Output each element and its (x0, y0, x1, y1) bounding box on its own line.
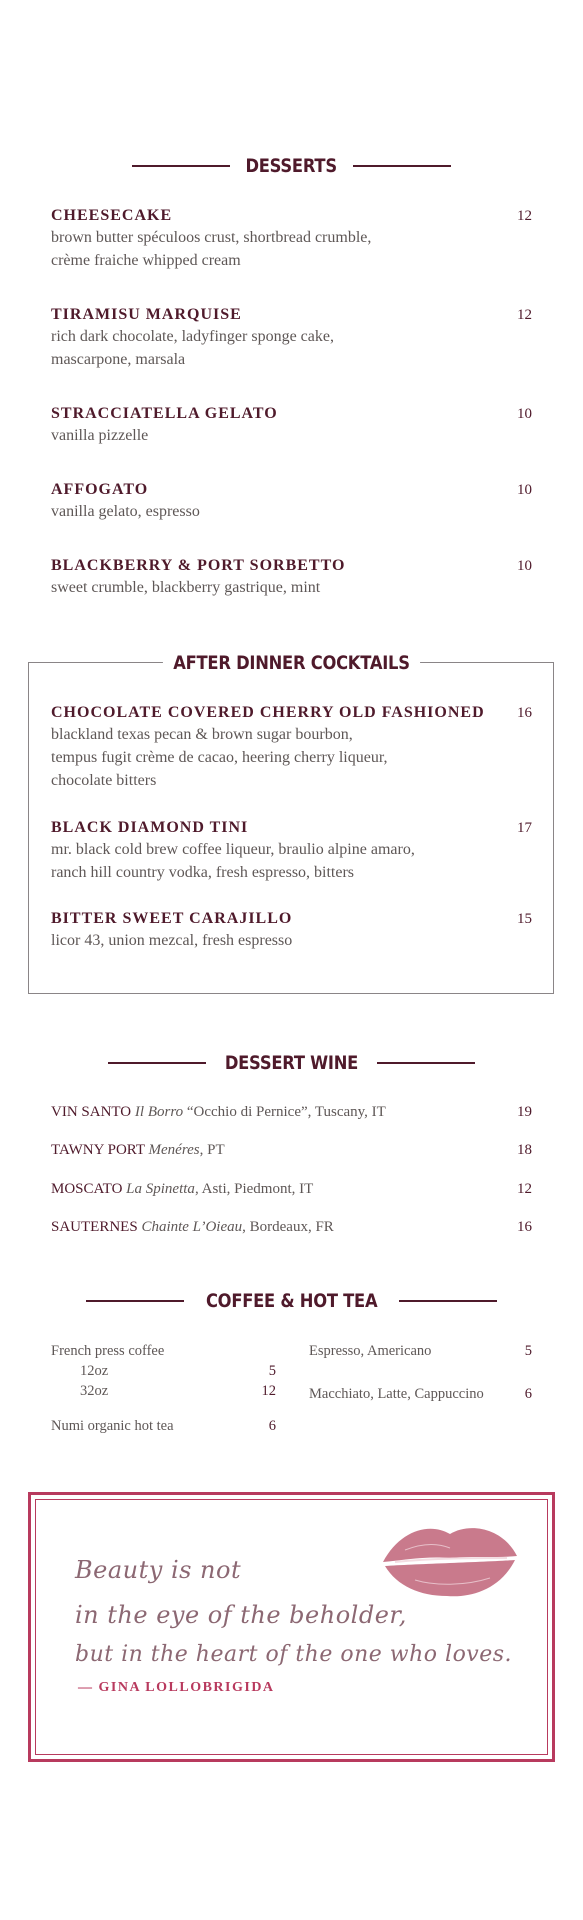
wine-name: SAUTERNES (51, 1219, 138, 1235)
item-desc: crème fraiche whipped cream (51, 252, 241, 269)
coffee-price: 12 (261, 1383, 276, 1399)
coffee-heading (0, 1287, 583, 1315)
wine-title: DESSERT WINE (224, 1052, 359, 1074)
item-name: CHOCOLATE COVERED CHERRY OLD FASHIONED (51, 704, 485, 721)
heading-rule-left (86, 1300, 184, 1301)
item-desc: chocolate bitters (51, 772, 157, 789)
quote-line-2: in the eye of the beholder, (75, 1601, 407, 1629)
item-price: 16 (517, 705, 532, 721)
heading-rule-left (108, 1062, 206, 1063)
item-desc: blackland texas pecan & brown sugar bourbon, (51, 726, 353, 743)
item-price: 12 (517, 208, 532, 224)
item-desc: mascarpone, marsala (51, 351, 186, 368)
item-price: 12 (517, 307, 532, 323)
heading-rule-left (132, 165, 230, 166)
heading-rule-right (377, 1062, 475, 1063)
wine-producer: Chainte L’Oieau (141, 1219, 243, 1235)
coffee-label: French press coffee (51, 1343, 165, 1359)
quote-attribution: — GINA LOLLOBRIGIDA (78, 1680, 275, 1695)
wine-item-sauternes (51, 1217, 532, 1237)
item-desc: ranch hill country vodka, fresh espresso, bitters (51, 864, 355, 881)
wine-name: TAWNY PORT (51, 1142, 145, 1158)
coffee-french-press (51, 1341, 276, 1361)
desserts-title: DESSERTS (245, 155, 338, 177)
menu-item-cheesecake (51, 206, 532, 272)
coffee-label: Numi organic hot tea (51, 1418, 174, 1434)
quote-line-3: but in the heart of the one who loves. (75, 1642, 513, 1667)
wine-producer: Menéres (148, 1142, 200, 1158)
coffee-size-32oz (80, 1381, 276, 1401)
coffee-price: 5 (268, 1363, 276, 1379)
item-name: BLACK DIAMOND TINI (51, 819, 249, 836)
coffee-title: COFFEE & HOT TEA (205, 1290, 378, 1312)
wine-origin: , PT (199, 1142, 225, 1158)
item-desc: mr. black cold brew coffee liqueur, braulio alpine amaro, (51, 841, 415, 858)
item-name: STRACCIATELLA GELATO (51, 405, 278, 422)
coffee-label: 12oz (80, 1363, 109, 1379)
item-name: TIRAMISU MARQUISE (51, 306, 242, 323)
wine-item-tawny-port (51, 1140, 532, 1160)
wine-name: VIN SANTO (51, 1104, 132, 1120)
cocktails-title: AFTER DINNER COCKTAILS (163, 652, 420, 674)
wine-name: MOSCATO (51, 1181, 123, 1197)
wine-price: 12 (517, 1181, 532, 1197)
item-price: 10 (517, 406, 532, 422)
item-price: 10 (517, 482, 532, 498)
coffee-label: Espresso, Americano (309, 1343, 432, 1359)
heading-rule-right (399, 1300, 497, 1301)
coffee-hot-tea (51, 1416, 276, 1436)
coffee-price: 6 (524, 1386, 532, 1402)
wine-origin: , Asti, Piedmont, IT (194, 1181, 314, 1197)
coffee-size-12oz (80, 1361, 276, 1381)
menu-item-sorbetto (51, 556, 532, 599)
menu-item-affogato (51, 480, 532, 523)
item-desc: licor 43, union mezcal, fresh espresso (51, 932, 293, 949)
menu-item-tiramisu (51, 305, 532, 371)
item-price: 10 (517, 558, 532, 574)
coffee-price: 6 (268, 1418, 276, 1434)
item-name: BITTER SWEET CARAJILLO (51, 910, 293, 927)
menu-item-old-fashioned (51, 703, 532, 792)
cocktails-heading (0, 649, 583, 677)
wine-heading (0, 1049, 583, 1077)
desserts-heading (0, 152, 583, 180)
item-name: CHEESECAKE (51, 207, 173, 224)
menu-item-stracciatella (51, 404, 532, 447)
wine-price: 19 (517, 1104, 532, 1120)
coffee-label: Macchiato, Latte, Cappuccino (309, 1386, 484, 1402)
item-desc: rich dark chocolate, ladyfinger sponge cake, (51, 328, 334, 345)
wine-producer: Il Borro (134, 1104, 184, 1120)
wine-price: 16 (517, 1219, 532, 1235)
item-name: AFFOGATO (51, 481, 149, 498)
wine-origin: “Occhio di Pernice”, Tuscany, IT (183, 1104, 386, 1120)
quote-line-1: Beauty is not (75, 1556, 242, 1584)
item-price: 15 (517, 911, 532, 927)
item-desc: vanilla pizzelle (51, 427, 149, 444)
menu-item-carajillo (51, 909, 532, 952)
lipstick-kiss-icon (375, 1520, 525, 1600)
heading-rule-right (353, 165, 451, 166)
item-desc: vanilla gelato, espresso (51, 503, 200, 520)
item-desc: sweet crumble, blackberry gastrique, mint (51, 579, 321, 596)
coffee-price: 5 (524, 1343, 532, 1359)
coffee-espresso (309, 1341, 532, 1361)
item-price: 17 (517, 820, 532, 836)
coffee-macchiato (309, 1384, 532, 1404)
item-name: BLACKBERRY & PORT SORBETTO (51, 557, 346, 574)
wine-item-vin-santo (51, 1102, 532, 1122)
item-desc: tempus fugit crème de cacao, heering cherry liqueur, (51, 749, 388, 766)
wine-price: 18 (517, 1142, 532, 1158)
item-desc: brown butter spéculoos crust, shortbread crumble, (51, 229, 372, 246)
menu-item-black-diamond-tini (51, 818, 532, 884)
wine-producer: La Spinetta (126, 1181, 195, 1197)
coffee-label: 32oz (80, 1383, 109, 1399)
wine-origin: , Bordeaux, FR (242, 1219, 334, 1235)
wine-item-moscato (51, 1179, 532, 1199)
